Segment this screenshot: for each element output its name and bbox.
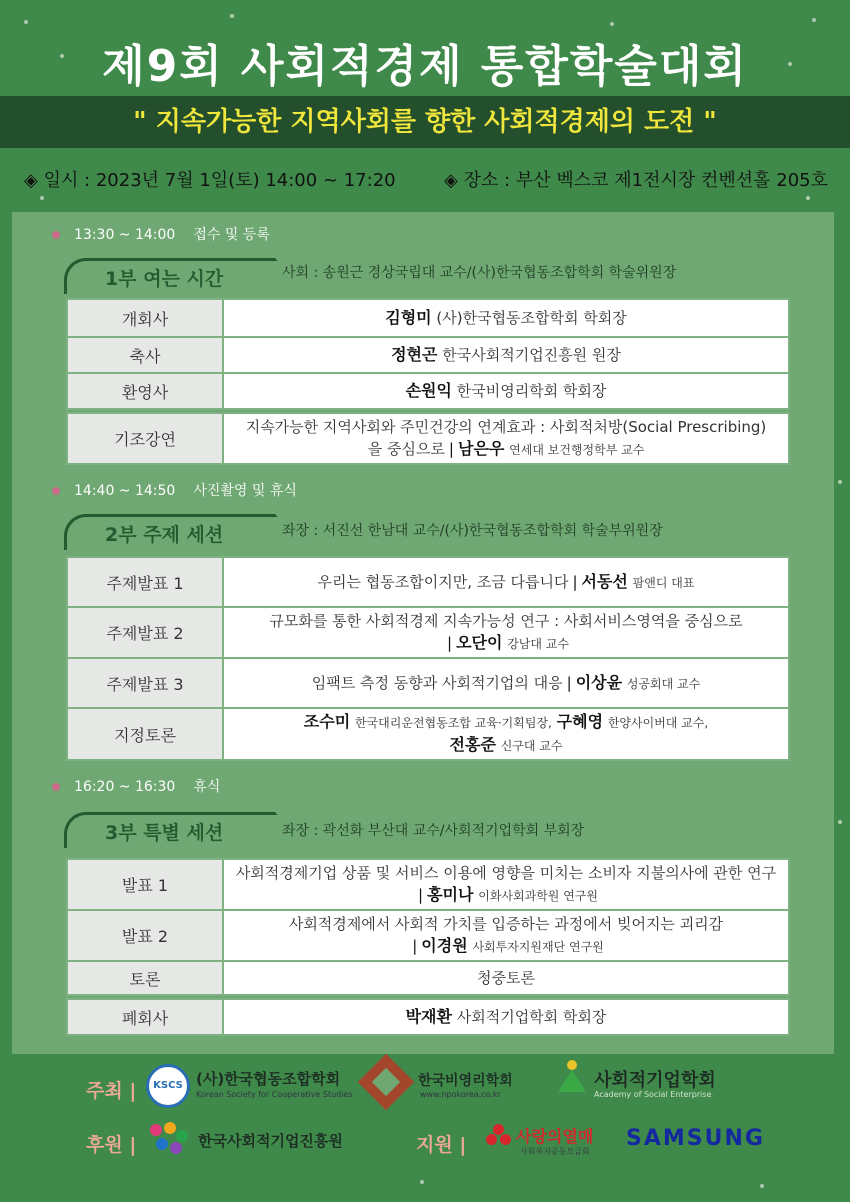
row-content	[223, 413, 789, 464]
activity: 사진촬영 및 휴식	[193, 483, 297, 499]
discussant-line1	[232, 711, 780, 734]
ase-logo-mark	[558, 1070, 586, 1092]
speaker-name: 정현곤	[391, 345, 438, 364]
speaker-affiliation: (사)한국협동조합학회 학회장	[436, 309, 627, 327]
activity: 휴식	[193, 779, 221, 795]
ksc-logo-icon: KSCS	[146, 1064, 190, 1108]
keynote-title-end: 을 중심으로	[367, 440, 445, 458]
row-label: 주제발표 3	[67, 658, 223, 708]
row-label: 발표 2	[67, 910, 223, 961]
fund-subtitle: 사회복지공동모금회	[520, 1147, 590, 1156]
part1-chair: 사회 : 송원근 경상국립대 교수/(사)한국협동조합학회 학술위원장	[282, 265, 677, 281]
kosea-logo-icon	[146, 1122, 190, 1156]
part1-tab: 1부 여는 시간	[64, 258, 274, 294]
speaker-name: 전홍준	[449, 735, 496, 754]
row-content	[223, 337, 789, 373]
talk-title: 사회적경제에서 사회적 가치를 입증하는 과정에서 빚어지는 괴리감	[288, 915, 724, 933]
keynote-title-line1: 지속가능한 지역사회와 주민건강의 연계효과 : 사회적처방(Social Prescribing)	[245, 418, 767, 436]
speaker-affiliation: 신구대 교수	[500, 739, 563, 753]
event-subtitle: " 지속가능한 지역사회를 향한 사회적경제의 도전 "	[0, 96, 850, 148]
row-content	[223, 299, 789, 337]
host-subtitle: www.npokorea.co.kr	[420, 1090, 501, 1099]
speaker-name: 서동선	[581, 571, 628, 591]
talk-speaker: | 오단이 강남대 교수	[447, 633, 569, 652]
bullet-icon	[52, 231, 60, 239]
love-fruit-icon	[486, 1124, 512, 1150]
talk-speaker: | 이경원 사회투자지원재단 연구원	[412, 936, 604, 955]
timeline-item	[52, 224, 270, 244]
row-label: 지정토론	[67, 708, 223, 760]
time: 13:30 ~ 14:00	[74, 227, 176, 243]
speaker-affiliation: 팜앤디 대표	[632, 575, 695, 590]
event-venue: ◈ 장소 : 부산 벡스코 제1전시장 컨벤션홀 205호	[444, 170, 828, 191]
table-row	[67, 373, 789, 409]
table-row	[67, 999, 789, 1035]
host-name: 사회적기업학회	[594, 1070, 716, 1091]
talk-title: 사회적경제기업 상품 및 서비스 이용에 영향을 미치는 소비자 지불의사에 관한 연구	[235, 864, 777, 882]
talk-speaker: | 홍미나 이화사회과학원 연구원	[418, 885, 598, 904]
row-label: 주제발표 2	[67, 607, 223, 658]
row-content	[223, 859, 789, 910]
speaker-name: 이상윤	[575, 672, 623, 692]
part3-chair: 좌장 : 곽선화 부산대 교수/사회적기업학회 부회장	[282, 823, 585, 839]
table-row	[67, 607, 789, 658]
speaker-name: 김형미	[385, 308, 432, 327]
part3-table	[66, 858, 790, 996]
row-label: 기조강연	[67, 413, 223, 464]
row-label: 환영사	[67, 373, 223, 409]
speaker-name: 손원익	[405, 381, 452, 400]
table-row	[67, 658, 789, 708]
support-label: 후원 |	[86, 1134, 137, 1156]
talk-title: 규모화를 통한 사회적경제 지속가능성 연구 : 사회서비스영역을 중심으로	[269, 612, 743, 630]
keynote-title-line2: 을 중심으로 | 남은우 연세대 보건행정학부 교수	[367, 439, 645, 458]
row-content: 청중토론	[223, 961, 789, 995]
part2-chair: 좌장 : 서진선 한남대 교수/(사)한국협동조합학회 학술부위원장	[282, 523, 663, 539]
table-row	[67, 961, 789, 995]
speaker-name: 조수미	[303, 712, 351, 731]
timeline-item	[52, 776, 220, 796]
row-label: 축사	[67, 337, 223, 373]
row-label: 주제발표 1	[67, 557, 223, 607]
part3-tab: 3부 특별 세션	[64, 812, 274, 848]
table-row	[67, 557, 789, 607]
bullet-icon	[52, 487, 60, 495]
speaker-name: 박재환	[405, 1007, 452, 1026]
ase-logo-icon	[567, 1060, 577, 1070]
activity: 접수 및 등록	[193, 227, 270, 243]
row-content	[223, 999, 789, 1035]
speaker-affiliation: 성공회대 교수	[626, 676, 701, 691]
speaker-name: 이경원	[421, 936, 468, 955]
row-content	[223, 607, 789, 658]
part1-table	[66, 298, 790, 410]
table-row	[67, 910, 789, 961]
part2-tab: 2부 주제 세션	[64, 514, 274, 550]
table-row	[67, 337, 789, 373]
table-row	[67, 413, 789, 464]
speaker-affiliation: 한국사회적기업진흥원 원장	[442, 346, 621, 364]
host-subtitle: Academy of Social Enterprise	[594, 1090, 712, 1099]
speaker-affiliation: 연세대 보건행정학부 교수	[509, 443, 645, 457]
event-title: 제9회 사회적경제 통합학술대회	[102, 41, 748, 92]
row-label: 개회사	[67, 299, 223, 337]
host-subtitle: Korean Society for Cooperative Studies	[196, 1090, 353, 1099]
fund-name: 사랑의열매	[516, 1127, 594, 1146]
speaker-affiliation: 한국대리운전협동조합 교육·기획팀장,	[354, 716, 552, 730]
speaker-name: 구혜영	[556, 712, 604, 731]
row-content: 임팩트 측정 동향과 사회적기업의 대응 | 이상윤 성공회대 교수	[223, 658, 789, 708]
closing-table	[66, 998, 790, 1036]
time: 14:40 ~ 14:50	[74, 483, 176, 499]
time: 16:20 ~ 16:30	[74, 779, 176, 795]
talk-title: 임팩트 측정 동향과 사회적기업의 대응	[311, 673, 563, 692]
host-label: 주최 |	[86, 1080, 137, 1102]
speaker-name: 남은우	[457, 439, 505, 458]
npo-logo-icon	[358, 1054, 415, 1111]
support-name: 한국사회적기업진흥원	[198, 1132, 343, 1150]
fund-label: 지원 |	[416, 1134, 467, 1156]
row-content	[223, 373, 789, 409]
speaker-affiliation: 한국비영리학회 학회장	[456, 382, 607, 400]
row-label: 폐회사	[67, 999, 223, 1035]
table-row	[67, 299, 789, 337]
timeline-item	[52, 480, 297, 500]
row-label: 발표 1	[67, 859, 223, 910]
speaker-name: 오단이	[456, 633, 503, 652]
host-name: 한국비영리학회	[418, 1073, 513, 1089]
row-content	[223, 708, 789, 760]
discussant-line2	[232, 734, 780, 757]
samsung-logo: SAMSUNG	[626, 1126, 765, 1151]
table-row	[67, 859, 789, 910]
speaker-affiliation: 사회적기업학회 학회장	[456, 1008, 607, 1026]
keynote-table	[66, 412, 790, 465]
speaker-affiliation: 사회투자지원재단 연구원	[472, 940, 604, 954]
row-content: 우리는 협동조합이지만, 조금 다릅니다 | 서동선 팜앤디 대표	[223, 557, 789, 607]
speaker-affiliation: 이화사회과학원 연구원	[478, 889, 598, 903]
row-content	[223, 910, 789, 961]
speaker-affiliation: 한양사이버대 교수,	[607, 716, 709, 730]
speaker-name: 홍미나	[427, 885, 474, 904]
row-label: 토론	[67, 961, 223, 995]
talk-title: 우리는 협동조합이지만, 조금 다릅니다	[317, 572, 569, 591]
part2-table	[66, 556, 790, 761]
bullet-icon	[52, 783, 60, 791]
speaker-affiliation: 강남대 교수	[507, 637, 569, 651]
table-row	[67, 708, 789, 760]
host-name: (사)한국협동조합학회	[196, 1070, 341, 1088]
event-date: ◈ 일시 : 2023년 7월 1일(토) 14:00 ~ 17:20	[24, 170, 396, 191]
